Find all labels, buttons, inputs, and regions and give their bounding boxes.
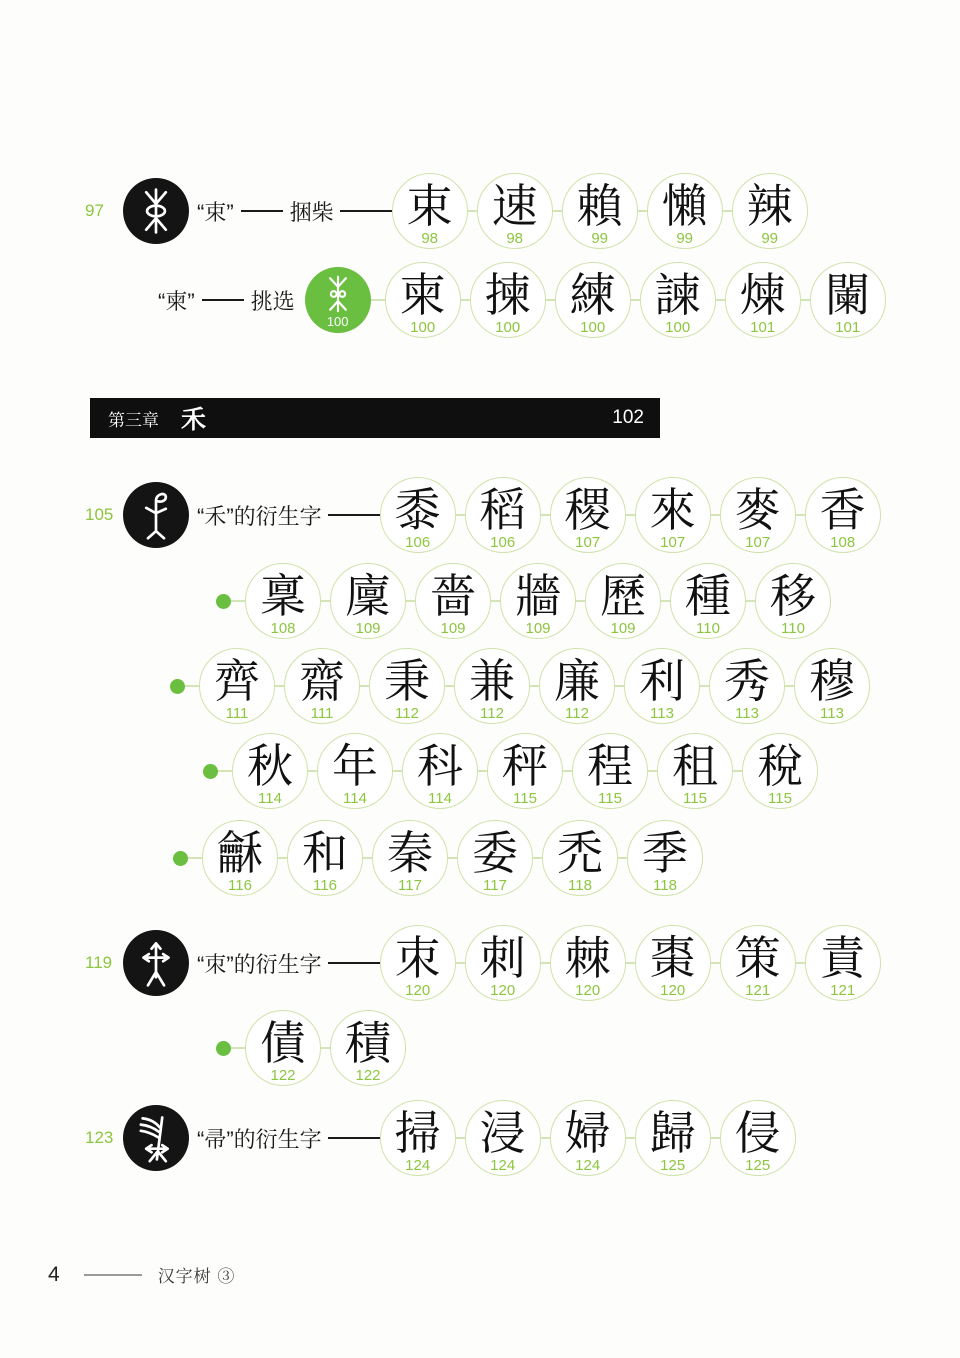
character-page-number: 110 (696, 620, 720, 637)
character-glyph: 兼 (469, 656, 515, 707)
character-page-number: 122 (355, 1067, 381, 1084)
character-glyph: 香 (819, 485, 866, 536)
character-glyph: 債 (260, 1018, 306, 1069)
character-glyph: 稷 (564, 485, 611, 536)
oracle-grain-icon (138, 490, 174, 540)
character-page-number: 116 (313, 877, 337, 894)
character-page-number: 115 (513, 790, 537, 807)
connector-line (615, 685, 624, 687)
connector-line (631, 299, 640, 301)
connector-line (491, 600, 500, 602)
character-page-number: 113 (735, 705, 759, 722)
character-page-number: 99 (676, 230, 694, 247)
character-circle (470, 262, 546, 338)
section-row-shu-bundle (85, 171, 808, 251)
character-page-number: 115 (768, 790, 792, 807)
oracle-broom-icon (138, 1113, 174, 1163)
bullet-dot (203, 764, 218, 779)
character-glyph: 闌 (824, 270, 871, 321)
character-circle (732, 173, 808, 249)
label-text: 的衍生字 (233, 503, 322, 529)
character-glyph: 來 (649, 485, 696, 536)
label-dash-line (328, 514, 380, 516)
character-glyph: 廩 (345, 571, 391, 622)
character-glyph: 齊 (214, 656, 260, 707)
oracle-bundle-icon (123, 178, 189, 244)
character-page-number: 98 (506, 230, 524, 247)
connector-line (461, 299, 470, 301)
character-page-number: 109 (610, 620, 636, 637)
character-page-number: 106 (490, 534, 516, 551)
connector-line (711, 1137, 720, 1139)
character-page-number: 125 (660, 1157, 686, 1174)
character-page-number: 120 (575, 982, 601, 999)
bullet-dot (170, 679, 185, 694)
character-circle (385, 262, 461, 338)
character-circle (369, 648, 445, 724)
character-circle (232, 733, 308, 809)
character-glyph: 浸 (479, 1108, 526, 1159)
character-glyph: 黍 (394, 485, 441, 536)
character-circle (330, 1010, 406, 1086)
character-page-number: 117 (398, 877, 422, 894)
connector-line (275, 685, 284, 687)
character-glyph: 稟 (260, 571, 306, 622)
character-page-number: 124 (575, 1157, 601, 1174)
derivation-label (197, 948, 322, 979)
character-circle (794, 648, 870, 724)
character-circle (402, 733, 478, 809)
character-glyph: 束 (406, 181, 453, 232)
connector-line (626, 1137, 635, 1139)
label-text: 捆柴 (289, 199, 334, 225)
character-glyph: 龢 (217, 828, 263, 879)
connector-line (541, 1137, 550, 1139)
character-circle (317, 733, 393, 809)
character-page-number: 109 (525, 620, 551, 637)
character-circle (330, 563, 406, 639)
chapter-label: 第三章 (108, 410, 159, 430)
character-glyph: 麥 (734, 485, 781, 536)
footer-divider-line (84, 1274, 142, 1276)
oracle-grain-icon (123, 482, 189, 548)
derivation-label (197, 196, 334, 227)
character-glyph: 婦 (564, 1108, 611, 1159)
connector-line (796, 514, 805, 516)
character-circle (199, 648, 275, 724)
character-circle (454, 648, 530, 724)
character-page-number: 111 (225, 705, 249, 722)
character-page-number: 114 (428, 790, 452, 807)
character-page-number: 101 (835, 319, 861, 336)
character-circle (640, 262, 716, 338)
character-glyph: 年 (332, 741, 378, 792)
character-circle (487, 733, 563, 809)
character-circle (457, 820, 533, 896)
character-glyph: 利 (639, 656, 685, 707)
character-glyph: 牆 (515, 571, 561, 622)
connector-line (185, 685, 199, 687)
character-circle (542, 820, 618, 896)
connector-line (618, 857, 627, 859)
character-circle (805, 925, 881, 1001)
character-page-number: 115 (683, 790, 707, 807)
character-circle (810, 262, 886, 338)
character-glyph: 季 (642, 828, 688, 879)
character-page-number: 125 (745, 1157, 771, 1174)
derivation-label (158, 285, 295, 316)
label-quoted-character: “帚” (197, 1126, 234, 1152)
character-page-number: 109 (355, 620, 381, 637)
character-circle (550, 1100, 626, 1176)
character-circle (245, 1010, 321, 1086)
label-text: 挑选 (250, 288, 295, 314)
sub-row-he-3 (203, 731, 818, 811)
connector-line (363, 857, 372, 859)
bullet-dot (173, 851, 188, 866)
derivation-label (197, 500, 322, 531)
character-circle (245, 563, 321, 639)
section-page-number: 105 (85, 505, 114, 524)
character-glyph: 委 (472, 828, 518, 879)
character-glyph: 程 (587, 741, 633, 792)
connector-line (321, 600, 330, 602)
character-glyph: 和 (302, 828, 348, 879)
chapter-banner (90, 398, 660, 438)
bullet-dot (216, 1041, 231, 1056)
connector-line (648, 770, 657, 772)
connector-line (231, 600, 245, 602)
character-page-number: 120 (660, 982, 686, 999)
connector-line (563, 770, 572, 772)
character-page-number: 108 (270, 620, 296, 637)
connector-line (638, 210, 647, 212)
character-glyph: 朿 (394, 933, 441, 984)
connector-line (576, 600, 585, 602)
connector-line (231, 1047, 245, 1049)
character-circle (550, 925, 626, 1001)
bullet-dot (216, 594, 231, 609)
character-circle (202, 820, 278, 896)
character-page-number: 121 (830, 982, 856, 999)
connector-line (541, 514, 550, 516)
character-glyph: 策 (734, 933, 781, 984)
character-page-number: 118 (653, 877, 677, 894)
connector-line (393, 770, 402, 772)
character-glyph: 秤 (502, 741, 548, 792)
character-circle (725, 262, 801, 338)
character-circle (657, 733, 733, 809)
connector-line (733, 770, 742, 772)
character-circle (635, 477, 711, 553)
character-glyph: 諫 (654, 270, 701, 321)
character-page-number: 100 (410, 319, 436, 336)
derivation-label (197, 1123, 322, 1154)
character-glyph: 侵 (734, 1108, 781, 1159)
character-page-number: 107 (575, 534, 601, 551)
character-glyph: 棗 (649, 933, 696, 984)
character-glyph: 刺 (479, 933, 526, 984)
character-circle (720, 925, 796, 1001)
label-quoted-character: “柬” (158, 288, 195, 314)
character-circle (585, 563, 661, 639)
section-row-he-grain (85, 475, 881, 555)
character-page-number: 122 (270, 1067, 296, 1084)
sub-row-ci-1 (216, 1008, 406, 1088)
character-glyph: 廉 (554, 656, 600, 707)
character-circle (709, 648, 785, 724)
book-title: 汉字树 ③ (157, 1267, 236, 1286)
character-glyph: 柬 (399, 270, 446, 321)
character-page-number: 99 (591, 230, 609, 247)
character-glyph: 練 (569, 270, 616, 321)
connector-line (321, 1047, 330, 1049)
character-glyph: 秉 (384, 656, 430, 707)
character-page-number: 113 (650, 705, 674, 722)
character-circle (500, 563, 576, 639)
character-glyph: 科 (417, 741, 463, 792)
character-page-number: 101 (750, 319, 776, 336)
connector-line (360, 685, 369, 687)
connector-line (456, 1137, 465, 1139)
connector-line (448, 857, 457, 859)
section-row-ci-thorn (85, 923, 881, 1003)
page-footer (48, 1262, 235, 1287)
character-circle (380, 925, 456, 1001)
character-page-number: 99 (761, 230, 779, 247)
character-circle (647, 173, 723, 249)
character-circle (624, 648, 700, 724)
connector-line (716, 299, 725, 301)
character-circle (670, 563, 746, 639)
connector-line (746, 600, 755, 602)
character-glyph: 掃 (394, 1108, 441, 1159)
character-glyph: 積 (345, 1018, 391, 1069)
character-page-number: 100 (495, 319, 521, 336)
connector-line (626, 514, 635, 516)
character-glyph: 賴 (576, 181, 623, 232)
section-page-number: 123 (85, 1128, 114, 1147)
section-row-jian-select (150, 260, 886, 340)
label-dash-line (241, 210, 283, 212)
character-page-number: 112 (480, 705, 504, 722)
character-circle (380, 1100, 456, 1176)
connector-line (546, 299, 555, 301)
character-glyph: 嗇 (430, 571, 476, 622)
character-page-number: 120 (490, 982, 516, 999)
character-circle (562, 173, 638, 249)
character-circle (415, 563, 491, 639)
character-page-number: 106 (405, 534, 431, 551)
connector-line (541, 962, 550, 964)
connector-line (661, 600, 670, 602)
character-glyph: 秀 (724, 656, 770, 707)
connector-line (371, 299, 385, 301)
character-circle (635, 1100, 711, 1176)
oracle-thorn-icon (138, 938, 174, 988)
connector-line (530, 685, 539, 687)
connector-line (478, 770, 487, 772)
connector-line (456, 514, 465, 516)
character-page-number: 112 (395, 705, 419, 722)
chapter-title: 禾 (181, 406, 207, 434)
character-circle (465, 477, 541, 553)
connector-line (796, 962, 805, 964)
character-glyph: 穆 (809, 656, 855, 707)
label-dash-line (340, 210, 392, 212)
connector-line (278, 857, 287, 859)
character-circle (635, 925, 711, 1001)
section-row-zhou-broom (85, 1098, 796, 1178)
oracle-thorn-icon (123, 930, 189, 996)
connector-line (553, 210, 562, 212)
character-page-number: 98 (421, 230, 439, 247)
character-page-number: 100 (665, 319, 691, 336)
oracle-bundle-icon (138, 186, 174, 236)
connector-line (533, 857, 542, 859)
character-page-number: 114 (258, 790, 282, 807)
section-page-number: 97 (85, 201, 104, 220)
character-page-number: 121 (745, 982, 771, 999)
connector-line (308, 770, 317, 772)
label-quoted-character: “束” (197, 199, 234, 225)
oracle-broom-icon (123, 1105, 189, 1171)
character-circle (627, 820, 703, 896)
character-circle (287, 820, 363, 896)
connector-line (711, 962, 720, 964)
character-circle (742, 733, 818, 809)
character-circle (477, 173, 553, 249)
character-glyph: 種 (685, 571, 731, 622)
character-glyph: 齋 (299, 656, 345, 707)
character-page-number: 115 (598, 790, 622, 807)
character-glyph: 禿 (557, 828, 603, 879)
character-page-number: 124 (405, 1157, 431, 1174)
label-dash-line (202, 299, 244, 301)
character-circle (465, 1100, 541, 1176)
connector-line (626, 962, 635, 964)
connector-line (445, 685, 454, 687)
character-page-number: 117 (483, 877, 507, 894)
section-page-number: 119 (85, 953, 113, 972)
label-dash-line (328, 962, 380, 964)
character-glyph: 租 (672, 741, 718, 792)
connector-line (218, 770, 232, 772)
character-page-number: 110 (781, 620, 805, 637)
character-page-number: 111 (310, 705, 334, 722)
character-page-number: 124 (490, 1157, 516, 1174)
label-dash-line (328, 1137, 380, 1139)
connector-line (785, 685, 794, 687)
connector-line (711, 514, 720, 516)
character-page-number: 120 (405, 982, 431, 999)
character-glyph: 辣 (746, 181, 793, 232)
connector-line (468, 210, 477, 212)
character-glyph: 歸 (649, 1108, 696, 1159)
character-page-number: 118 (568, 877, 592, 894)
character-circle (720, 1100, 796, 1176)
chapter-page-number: 102 (612, 407, 644, 428)
connector-line (700, 685, 709, 687)
character-circle (555, 262, 631, 338)
sub-row-he-1 (216, 561, 831, 641)
label-text: 的衍生字 (233, 1126, 322, 1152)
character-circle (755, 563, 831, 639)
character-glyph: 秦 (387, 828, 433, 879)
character-page-number: 108 (830, 534, 856, 551)
character-page-number: 116 (228, 877, 252, 894)
character-page-number: 100 (580, 319, 606, 336)
connector-line (188, 857, 202, 859)
character-glyph: 煉 (739, 270, 786, 321)
character-circle (805, 477, 881, 553)
connector-line (406, 600, 415, 602)
character-circle (372, 820, 448, 896)
character-circle (392, 173, 468, 249)
character-page-number: 114 (343, 790, 367, 807)
character-circle (465, 925, 541, 1001)
connector-line (456, 962, 465, 964)
character-circle (284, 648, 360, 724)
folio-page-number: 4 (48, 1262, 60, 1286)
sub-row-he-4 (173, 818, 703, 898)
character-circle (550, 477, 626, 553)
character-glyph: 速 (491, 181, 538, 232)
label-quoted-character: “禾” (197, 503, 234, 529)
character-glyph: 懶 (661, 181, 708, 232)
character-glyph: 移 (770, 571, 816, 622)
connector-line (723, 210, 732, 212)
badge-page-number: 100 (326, 314, 349, 329)
label-quoted-character: “朿” (197, 951, 234, 977)
character-page-number: 107 (745, 534, 771, 551)
character-glyph: 稅 (757, 741, 803, 792)
connector-line (801, 299, 810, 301)
character-glyph: 責 (819, 933, 866, 984)
character-circle (380, 477, 456, 553)
character-circle (720, 477, 796, 553)
character-glyph: 秋 (247, 741, 293, 792)
oracle-select-icon (320, 274, 356, 314)
character-circle (572, 733, 648, 809)
character-page-number: 109 (440, 620, 466, 637)
character-glyph: 稻 (479, 485, 526, 536)
character-glyph: 揀 (484, 270, 531, 321)
character-glyph: 歷 (600, 571, 646, 622)
character-glyph: 棘 (564, 933, 611, 984)
label-text: 的衍生字 (233, 951, 322, 977)
character-page-number: 107 (660, 534, 686, 551)
character-page-number: 112 (565, 705, 589, 722)
character-page-number: 113 (820, 705, 844, 722)
character-circle (539, 648, 615, 724)
oracle-select-icon (305, 267, 371, 333)
sub-row-he-2 (170, 646, 870, 726)
